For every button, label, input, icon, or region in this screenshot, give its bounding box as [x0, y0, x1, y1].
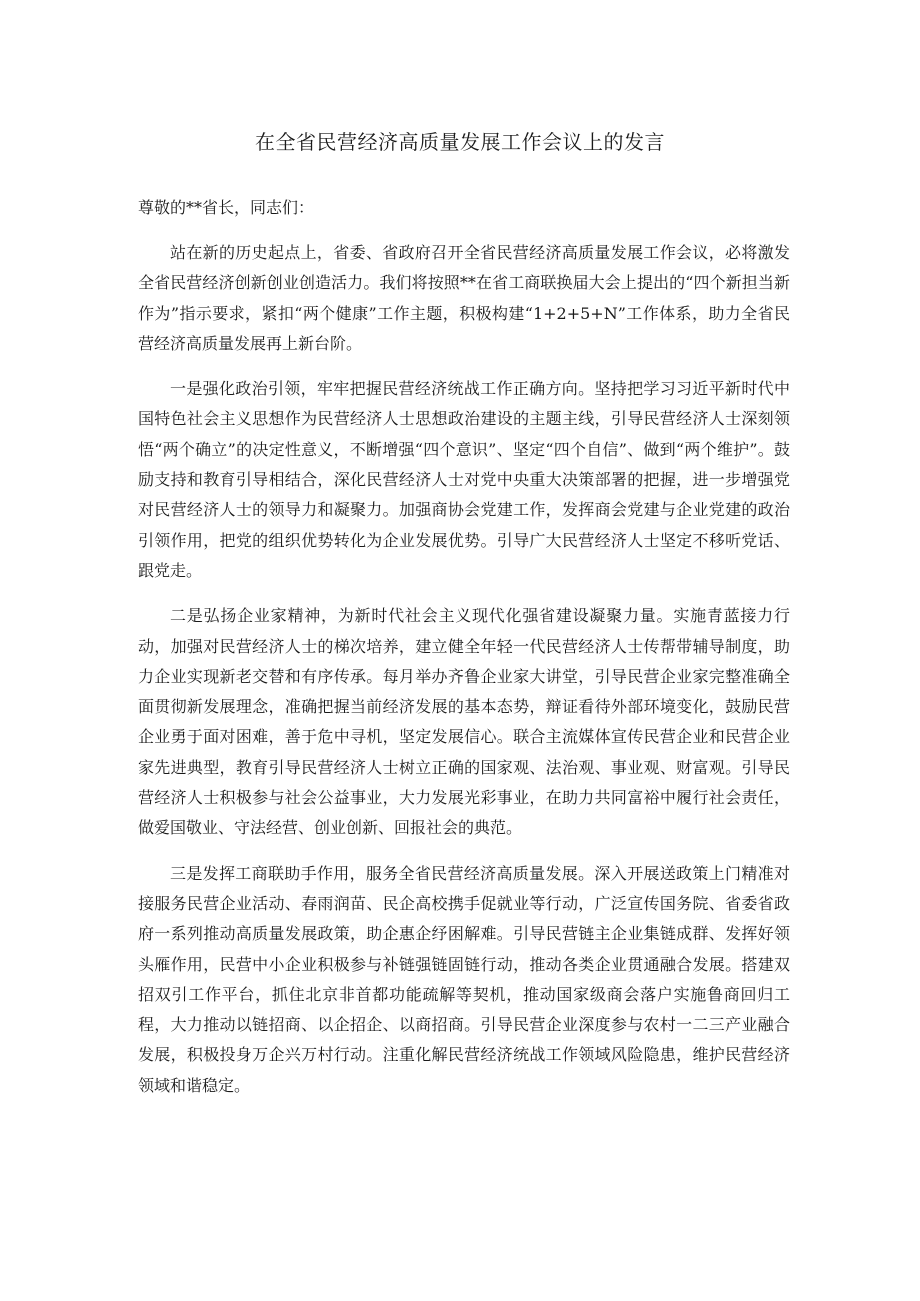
paragraph-entrepreneurship: 二是弘扬企业家精神，为新时代社会主义现代化强省建设凝聚力量。实施青蓝接力行动，加强对民营经济人士的梯次培养，建立健全年轻一代民营经济人士传帮带辅导制度，助力企业实现新老交替和有序传承。每月举办齐鲁企业家大讲堂，引导民营企业家完整准确全面贯彻新发展理念，准确把握当前经济发展的基本态势，辩证看待外部环境变化，鼓励民营企业勇于面对困难，善于危中寻机，坚定发展信心。联合主流媒体宣传民营企业和民营企业家先进典型，教育引导民营经济人士树立正确的国家观、法治观、事业观、财富观。引导民营经济人士积极参与社会公益事业，大力发展光彩事业，在助力共同富裕中履行社会责任，做爱国敬业、守法经营、创业创新、回报社会的典范。: [138, 606, 790, 838]
paragraph-federation-role: 三是发挥工商联助手作用，服务全省民营经济高质量发展。深入开展送政策上门精准对接服务民营企业活动、春雨润苗、民企高校携手促就业等行动，广泛宣传国务院、省委省政府一系列推动高质量发展政策，助企惠企纾困解难。引导民营链主企业集链成群、发挥好领头雁作用，民营中小企业积极参与补链强链固链行动，推动各类企业贯通融合发展。搭建双招双引工作平台，抓住北京非首都功能疏解等契机，推动国家级商会落户实施鲁商回归工程，大力推动以链招商、以企招企、以商招商。引导民营企业深度参与农村一二三产业融合发展，积极投身万企兴万村行动。注重化解民营经济统战工作领域风险隐患，维护民营经济领域和谐稳定。: [138, 863, 790, 1095]
document-title: 在全省民营经济高质量发展工作会议上的发言: [255, 130, 665, 154]
document-body: [138, 193, 790, 1116]
salutation: 尊敬的**省长，同志们：: [138, 198, 315, 217]
paragraph-political-guidance: 一是强化政治引领，牢牢把握民营经济统战工作正确方向。坚持把学习习近平新时代中国特色社会主义思想作为民营经济人士思想政治建设的主题主线，引导民营经济人士深刻领悟“两个确立”的决定性意义，不断增强“四个意识”、坚定“四个自信”、做到“两个维护”。鼓励支持和教育引导相结合，深化民营经济人士对党中央重大决策部署的把握，进一步增强党对民营经济人士的领导力和凝聚力。加强商协会党建工作，发挥商会党建与企业党建的政治引领作用，把党的组织优势转化为企业发展优势。引导广大民营经济人士坚定不移听党话、跟党走。: [138, 379, 790, 580]
paragraph-intro: 站在新的历史起点上，省委、省政府召开全省民营经济高质量发展工作会议，必将激发全省民营经济创新创业创造活力。我们将按照**在省工商联换届大会上提出的“四个新担当新作为”指示要求，紧扣“两个健康”工作主题，积极构建“1+2+5+N”工作体系，助力全省民营经济高质量发展再上新台阶。: [138, 243, 790, 353]
